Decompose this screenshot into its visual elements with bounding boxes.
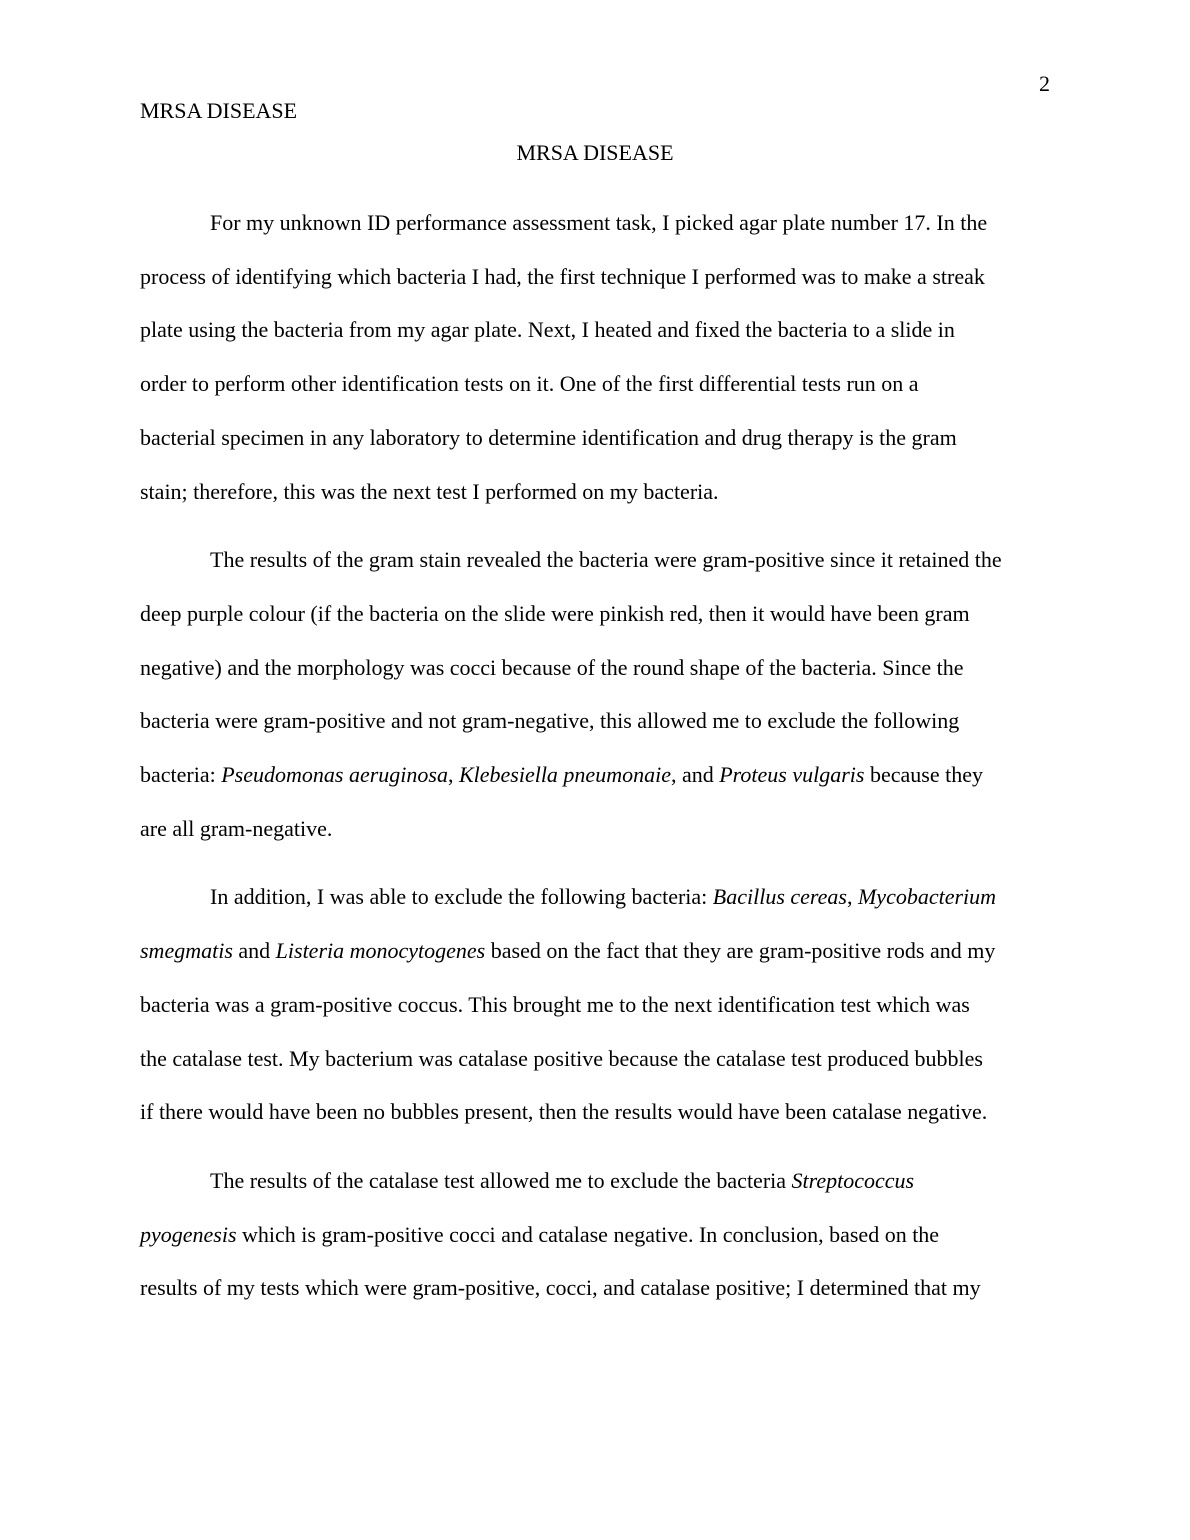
- species-name: Bacillus cereas: [712, 884, 847, 910]
- paragraph-line: bacteria were gram-positive and not gram-negative, this allowed me to exclude the following: [140, 708, 960, 734]
- species-name: Proteus vulgaris: [719, 762, 865, 788]
- paragraph-line: [140, 924, 1052, 978]
- paragraph-line: negative) and the morphology was cocci because of the round shape of the bacteria. Since the: [140, 654, 964, 680]
- paragraph-line: process of identifying which bacteria I had, the first technique I performed was to make a streak: [140, 263, 985, 289]
- text-run: and: [232, 938, 276, 964]
- species-name: Listeria monocytogenes: [275, 938, 486, 964]
- page-number: 2: [1039, 71, 1050, 96]
- text-run: ,: [447, 762, 459, 788]
- text-run: bacteria:: [140, 762, 222, 788]
- text-run: based on the fact that they are gram-positive rods and my: [485, 938, 996, 964]
- paragraph-line: the catalase test. My bacterium was catalase positive because the catalase test produced bubbles: [140, 1045, 983, 1071]
- paragraph-line: bacteria was a gram-positive coccus. This brought me to the next identification test which was: [140, 991, 970, 1017]
- text-run: which is gram-positive cocci and catalase negative. In conclusion, based on the: [236, 1221, 940, 1247]
- paragraph-line: [140, 1154, 1052, 1208]
- paragraph-line: [140, 1208, 1052, 1262]
- species-name: Pseudomonas aeruginosa: [221, 762, 448, 788]
- paragraph-4: [140, 1154, 1052, 1315]
- paragraph-line: order to perform other identification tests on it. One of the first differential tests run on a: [140, 371, 919, 397]
- paragraph-1: [140, 196, 1052, 518]
- paragraph-line: [140, 748, 1052, 802]
- species-name: pyogenesis: [140, 1221, 237, 1247]
- paragraph-line: results of my tests which were gram-positive, cocci, and catalase positive; I determined that my: [140, 1275, 981, 1301]
- paragraph-line: deep purple colour (if the bacteria on the slide were pinkish red, then it would have been gram: [140, 600, 970, 626]
- document-body: [140, 196, 1052, 1330]
- paragraph-line: if there would have been no bubbles present, then the results would have been catalase negative.: [140, 1099, 988, 1125]
- text-run: In addition, I was able to exclude the following bacteria:: [210, 884, 713, 910]
- paragraph-line: stain; therefore, this was the next test I performed on my bacteria.: [140, 478, 719, 504]
- text-run: The results of the catalase test allowed me to exclude the bacteria: [210, 1167, 792, 1193]
- text-run: because they: [864, 762, 983, 788]
- paragraph-line: bacterial specimen in any laboratory to determine identification and drug therapy is the gram: [140, 424, 957, 450]
- species-name: smegmatis: [140, 938, 233, 964]
- species-name: Mycobacterium: [857, 884, 997, 910]
- paragraph-line: [140, 870, 1052, 924]
- species-name: Klebesiella pneumonaie: [458, 762, 671, 788]
- text-run: , and: [670, 762, 720, 788]
- paragraph-line: plate using the bacteria from my agar plate. Next, I heated and fixed the bacteria to a slide in: [140, 317, 955, 343]
- paragraph-line: The results of the gram stain revealed the bacteria were gram-positive since it retained the: [210, 547, 1002, 573]
- running-head: MRSA DISEASE: [140, 98, 298, 123]
- text-run: ,: [846, 884, 858, 910]
- document-title: MRSA DISEASE: [516, 140, 674, 165]
- paragraph-line: For my unknown ID performance assessment task, I picked agar plate number 17. In the: [210, 210, 988, 235]
- paragraph-line: are all gram-negative.: [140, 815, 333, 841]
- species-name: Streptococcus: [791, 1167, 915, 1193]
- paragraph-2: [140, 533, 1052, 855]
- paragraph-3: [140, 870, 1052, 1139]
